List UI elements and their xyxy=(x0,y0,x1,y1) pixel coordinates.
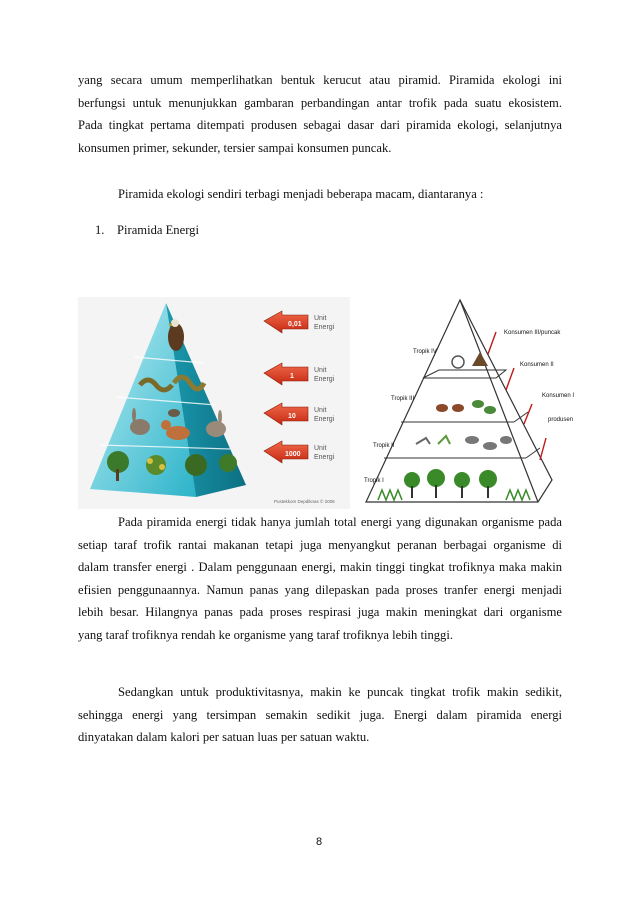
text-line: Piramida ekologi sendiri terbagi menjadi beberapa macam, diantaranya : xyxy=(118,187,484,201)
paragraph-2 xyxy=(78,183,562,206)
figure-watermark: Pustekkom Depdiknas © 2008 xyxy=(274,499,335,504)
energy-label: Energi xyxy=(314,454,335,461)
unit-label: Unit xyxy=(314,367,327,374)
unit-label: Unit xyxy=(314,445,327,452)
text-line: efisien penggunaannya. Namun panas yang dilepaskan pada proses tranfer energi menjadi xyxy=(78,582,562,597)
energy-value-label: 1 xyxy=(290,373,294,380)
text-line: Pada piramida energi tidak hanya jumlah total energi yang digunakan organisme pada xyxy=(118,515,562,529)
level-label: Tropik I xyxy=(364,478,384,484)
text-line: dalam transfer energi . Dalam penggunaan energi, makin tinggi tingkat trofiknya maka makin xyxy=(78,560,562,574)
text-line: yang taraf trofiknya rendah ke organisme yang taraf trofiknya lebih tinggi. xyxy=(78,627,454,642)
consumer-label: Konsumen II xyxy=(520,362,554,368)
energy-label: Energi xyxy=(314,416,335,423)
text-line: Sedangkan untuk produktivitasnya, makin ke puncak tingkat trofik makin sedikit, xyxy=(118,685,562,699)
text-line: Pada tingkat pertama ditempati produsen sebagai dasar dari piramida ekologi, selanjutnya xyxy=(78,118,562,132)
text-line: yang secara umum memperlihatkan bentuk kerucut atau piramid. Piramida ekologi ini xyxy=(78,73,562,87)
list-label: Piramida Energi xyxy=(117,223,199,237)
unit-label: Unit xyxy=(314,315,327,322)
text-line: dinyatakan dalam kalori per satuan luas per satuan waktu. xyxy=(78,730,370,744)
mouse-icon xyxy=(168,409,180,417)
paragraph-3 xyxy=(78,511,562,646)
consumer-label: produsen xyxy=(548,417,574,423)
energy-value-label: 0,01 xyxy=(288,321,302,328)
energy-value-label: 1000 xyxy=(285,451,301,458)
text-line: lebih besar. Hilangnya panas pada proses respirasi juga makin meningkat dari organisme xyxy=(78,605,562,619)
level-label: Tropik II xyxy=(373,443,395,449)
list-item xyxy=(95,223,199,238)
paragraph-4 xyxy=(78,681,562,749)
text-line: berfungsi untuk menunjukkan gambaran perbandingan antar trofik pada suatu ekosistem. xyxy=(78,95,562,110)
text-line: sehingga energi yang tersimpan semakin sedikit juga. Energi dalam piramida energi xyxy=(78,707,562,722)
text-line: setiap taraf trofik rantai makanan tetapi juga menyangkut peranan berbagai organisme di xyxy=(78,537,562,552)
consumer-label: Konsumen I xyxy=(542,393,575,399)
level-label: Tropik IV xyxy=(413,349,437,355)
page-number: 8 xyxy=(315,836,323,848)
paragraph-1 xyxy=(78,69,562,159)
list-number: 1. xyxy=(95,223,105,237)
unit-label: Unit xyxy=(314,407,327,414)
text-line: konsumen primer, sekunder, tersier sampai konsumen puncak. xyxy=(78,140,392,155)
trophic-pyramid-figure xyxy=(356,296,578,510)
energy-label: Energi xyxy=(314,324,335,331)
level-label: Tropik III xyxy=(391,396,415,402)
energy-label: Energi xyxy=(314,376,335,383)
consumer-label: Konsumen III/puncak xyxy=(504,330,561,336)
energy-pyramid-figure xyxy=(78,297,350,509)
energy-value-label: 10 xyxy=(288,413,296,420)
